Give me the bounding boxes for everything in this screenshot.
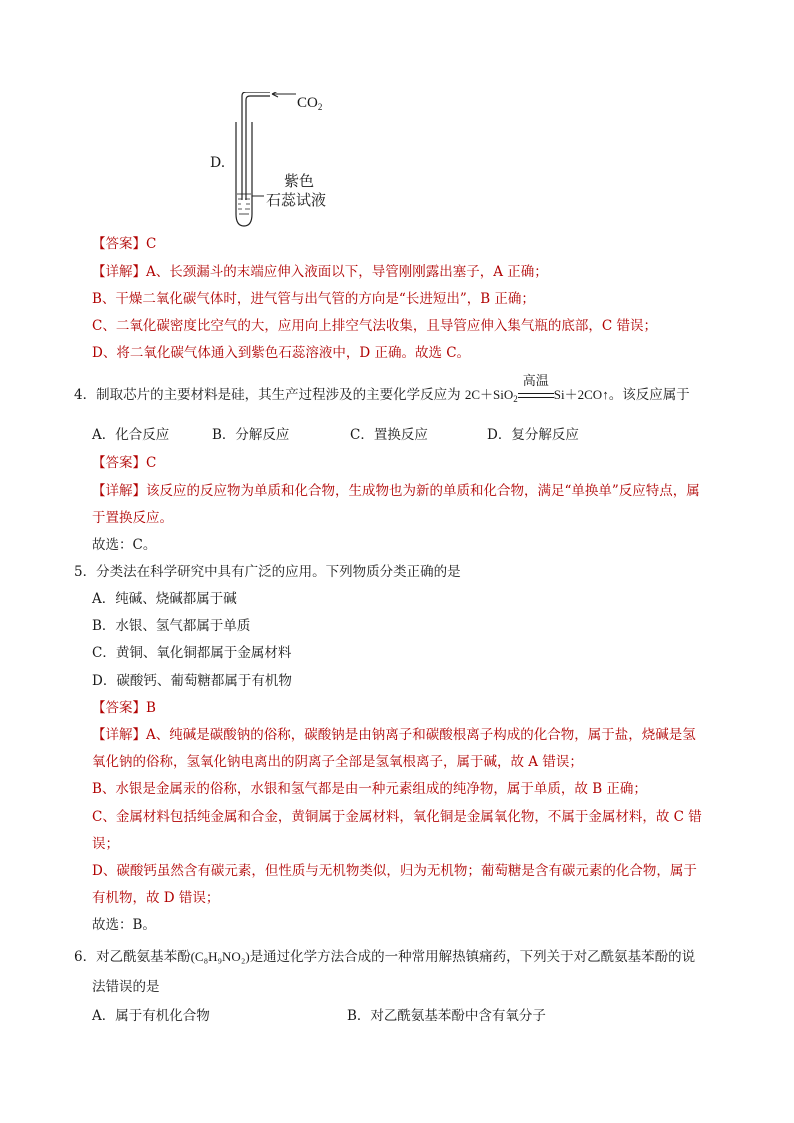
q5-option-b: B．水银、氢气都属于单质 xyxy=(92,618,251,634)
q3-detail-2: B、干燥二氧化碳气体时，进气管与出气管的方向是“长进短出”，B 正确； xyxy=(92,291,535,307)
q5-detail-2: 氧化钠的俗称，氢氧化钠电离出的阴离子全部是氢氧根离子，属于碱，故 A 错误； xyxy=(92,754,583,770)
liquid-label-1: 紫色 xyxy=(284,172,315,190)
q3-detail-4: D、将二氧化碳气体通入到紫色石蕊溶液中，D 正确。故选 C。 xyxy=(92,345,471,361)
q5-conclusion: 故选：B。 xyxy=(92,917,156,933)
test-tube-diagram xyxy=(230,92,350,232)
q6-stem: 6．对乙酰氨基苯酚(C₈H₉NO₂)是通过化学方法合成的一种常用解热镇痛药，下列关于对乙酰氨基苯酚的说 xyxy=(74,949,696,965)
q5-option-d: D．碳酸钙、葡萄糖都属于有机物 xyxy=(92,673,292,689)
q5-detail-3: B、水银是金属汞的俗称，水银和氢气都是由一种元素组成的纯净物，属于单质，故 B 正确； xyxy=(92,781,647,797)
q6-option-b: B．对乙酰氨基苯酚中含有氧分子 xyxy=(347,1008,546,1024)
q6-option-a: A．属于有机化合物 xyxy=(92,1008,210,1024)
q4-detail-1: 【详解】该反应的反应物为单质和化合物，生成物也为新的单质和化合物，满足“单换单”反应特点，属 xyxy=(92,483,700,499)
q3-answer: 【答案】C xyxy=(92,236,157,252)
q4-detail-2: 于置换反应。 xyxy=(92,510,173,526)
q5-option-c: C．黄铜、氧化铜都属于金属材料 xyxy=(92,645,292,661)
q5-answer: 【答案】B xyxy=(92,700,156,716)
q5-detail-1: 【详解】A、纯碱是碳酸钠的俗称，碳酸钠是由钠离子和碳酸根离子构成的化合物，属于盐，烧碱是氢 xyxy=(92,727,696,743)
q3-detail-3: C、二氧化碳密度比空气的大，应用向上排空气法收集，且导管应伸入集气瓶的底部，C 错误； xyxy=(92,318,657,334)
gas-label: $CO_2$ xyxy=(297,95,323,112)
q3-detail-1: 【详解】A、长颈漏斗的末端应伸入液面以下，导管刚刚露出塞子，A 正确； xyxy=(92,264,548,280)
q5-detail-6: D、碳酸钙虽然含有碳元素，但性质与无机物类似，归为无机物；葡萄糖是含有碳元素的化合物，属于 xyxy=(92,863,697,879)
q5-detail-4: C、金属材料包括纯金属和合金，黄铜属于金属材料，氧化铜是金属氧化物，不属于金属材料，故 C 错 xyxy=(92,809,702,825)
option-d-label: D. xyxy=(210,155,226,171)
q4-conclusion: 故选：C。 xyxy=(92,537,157,553)
q4-option-c: C．置换反应 xyxy=(350,427,428,443)
q5-stem: 5．分类法在科学研究中具有广泛的应用。下列物质分类正确的是 xyxy=(74,564,461,580)
q4-option-d: D．复分解反应 xyxy=(487,427,579,443)
reaction-condition: 高温 xyxy=(518,389,554,403)
q6-stem-2: 法错误的是 xyxy=(92,979,160,995)
q4-option-a: A．化合反应 xyxy=(92,427,170,443)
q5-detail-7: 有机物，故 D 错误； xyxy=(92,890,220,906)
q4-option-b: B．分解反应 xyxy=(212,427,290,443)
q6-formula: (C₈H₉NO₂) xyxy=(190,949,250,964)
q5-option-a: A．纯碱、烧碱都属于碱 xyxy=(92,591,237,607)
q4-answer: 【答案】C xyxy=(92,455,157,471)
liquid-label-2: 石蕊试液 xyxy=(266,191,327,209)
q5-detail-5: 误； xyxy=(92,836,119,852)
q4-stem: 4．制取芯片的主要材料是硅，其生产过程涉及的主要化学反应为 2C＋SiO$_2$ 高温 Si＋2CO↑。该反应属于 xyxy=(74,374,690,404)
